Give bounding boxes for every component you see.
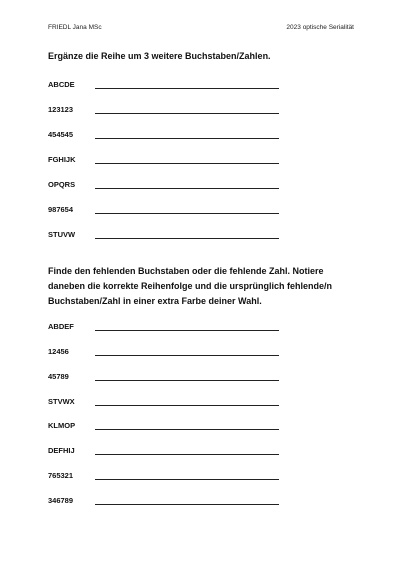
- section1-row: [48, 229, 348, 241]
- section1-row: [48, 104, 348, 116]
- section1-row: [48, 79, 348, 91]
- series-label: STVWX: [48, 397, 75, 406]
- series-label: 454545: [48, 130, 74, 139]
- series-label: ABDEF: [48, 322, 74, 331]
- section1-instruction: Ergänze die Reihe um 3 weitere Buchstaben/Zahlen.: [48, 51, 271, 61]
- answer-line[interactable]: [95, 405, 279, 406]
- section2-row: [48, 396, 348, 408]
- series-label: 45789: [48, 372, 69, 381]
- section2-row: [48, 371, 348, 383]
- answer-line[interactable]: [95, 330, 279, 331]
- answer-line[interactable]: [95, 213, 279, 214]
- answer-line[interactable]: [95, 88, 279, 89]
- series-label: 123123: [48, 105, 74, 114]
- header-info: 2023 optische Serialität: [286, 24, 354, 31]
- section2-row: [48, 321, 348, 333]
- section2-row: [48, 420, 348, 432]
- series-label: KLMOP: [48, 421, 76, 430]
- section2-instruction: Finde den fehlenden Buchstaben oder die fehlende Zahl. Notiere daneben die korrekte Reihenfolge und die ursprünglich fehlende/n Buchstaben/Zahl in einer extra Farbe deiner Wahl.: [48, 266, 333, 306]
- series-label: OPQRS: [48, 180, 76, 189]
- section1-row: [48, 204, 348, 216]
- series-label: 987654: [48, 205, 74, 214]
- header-author: FRIEDL Jana MSc: [48, 24, 102, 31]
- series-label: ABCDE: [48, 80, 75, 89]
- answer-line[interactable]: [95, 163, 279, 164]
- answer-line[interactable]: [95, 238, 279, 239]
- section1-row: [48, 129, 348, 141]
- answer-line[interactable]: [95, 479, 279, 480]
- answer-line[interactable]: [95, 138, 279, 139]
- section1-row: [48, 154, 348, 166]
- series-label: 765321: [48, 471, 74, 480]
- answer-line[interactable]: [95, 504, 279, 505]
- answer-line[interactable]: [95, 429, 279, 430]
- series-label: DEFHIJ: [48, 446, 75, 455]
- answer-line[interactable]: [95, 355, 279, 356]
- section1-row: [48, 179, 348, 191]
- series-label: 12456: [48, 347, 69, 356]
- series-label: FGHIJK: [48, 155, 76, 164]
- section2-row: [48, 495, 348, 507]
- answer-line[interactable]: [95, 380, 279, 381]
- section2-row: [48, 445, 348, 457]
- answer-line[interactable]: [95, 454, 279, 455]
- series-label: 346789: [48, 496, 74, 505]
- answer-line[interactable]: [95, 113, 279, 114]
- answer-line[interactable]: [95, 188, 279, 189]
- series-label: STUVW: [48, 230, 76, 239]
- section2-row: [48, 346, 348, 358]
- section2-row: [48, 470, 348, 482]
